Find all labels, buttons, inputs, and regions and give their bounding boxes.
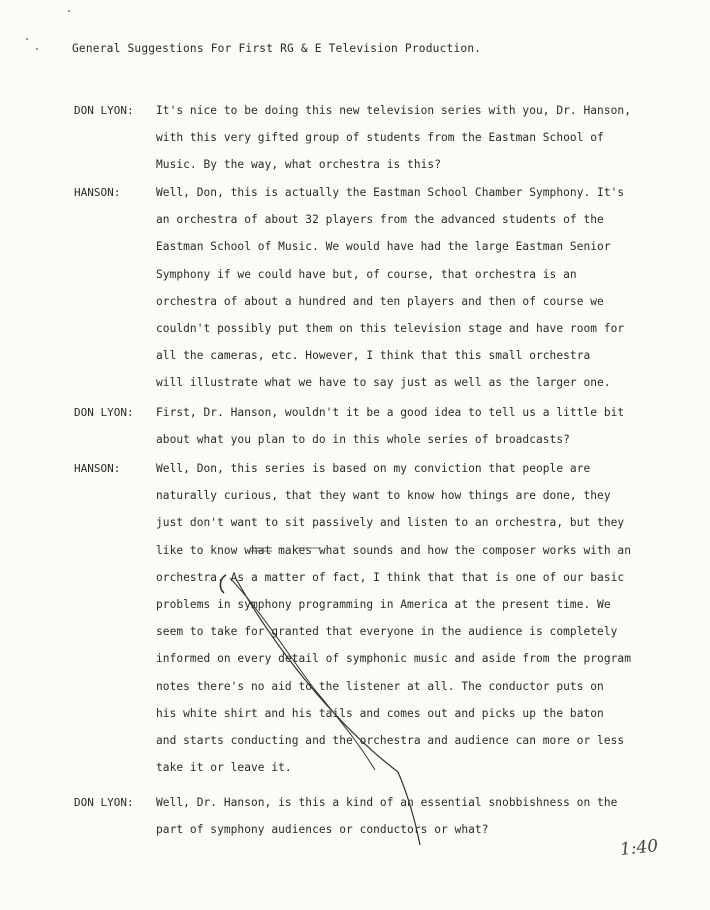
dialogue-line: an orchestra of about 32 players from the advanced students of the <box>156 213 604 227</box>
dialogue-line: informed on every detail of symphonic music and aside from the program <box>156 652 631 666</box>
dialogue-line: orchestra of about a hundred and ten players and then of course we <box>156 294 604 308</box>
dialogue-line: naturally curious, that they want to know how things are done, they <box>156 489 611 503</box>
dialogue-line: about what you plan to do in this whole series of broadcasts? <box>156 433 570 447</box>
dialogue-line: Well, Don, this is actually the Eastman School Chamber Symphony. It's <box>156 186 625 199</box>
speaker-label: HANSON: <box>74 462 121 475</box>
dialogue-line: orchestra. As a matter of fact, I think that that is one of our basic <box>156 570 625 584</box>
dialogue-line: all the cameras, etc. However, I think that this small orchestra <box>156 349 591 363</box>
speck <box>68 10 70 12</box>
dialogue-line: like to know what makes what sounds and how the composer works with an <box>156 543 631 557</box>
document-title: General Suggestions For First RG & E Television Production. <box>72 42 482 55</box>
dialogue-line: will illustrate what we have to say just as well as the larger one. <box>156 376 611 390</box>
dialogue-line: take it or leave it. <box>156 761 292 775</box>
dialogue-line: his white shirt and his tails and comes out and picks up the baton <box>156 706 604 720</box>
dialogue-line: and starts conducting and the orchestra and audience can more or less <box>156 734 625 747</box>
speck <box>26 38 28 40</box>
dialogue-line: Well, Dr. Hanson, is this a kind of an essential snobbishness on the <box>156 796 618 809</box>
dialogue-line: notes there's no aid to the listener at all. The conductor puts on <box>156 679 604 693</box>
dialogue-line: seem to take for granted that everyone in the audience is completely <box>156 625 618 639</box>
dialogue-line: Music. By the way, what orchestra is this? <box>156 158 441 172</box>
dialogue-line: First, Dr. Hanson, wouldn't it be a good idea to tell us a little bit <box>156 406 625 419</box>
speaker-label: DON LYON: <box>74 104 134 117</box>
dialogue-line: Eastman School of Music. We would have had the large Eastman Senior <box>156 240 611 254</box>
dialogue-line: Symphony if we could have but, of course, that orchestra is an <box>156 267 577 281</box>
dialogue-line: couldn't possibly put them on this television stage and have room for <box>156 322 625 335</box>
dialogue-line: part of symphony audiences or conductors or what? <box>156 823 489 837</box>
speaker-label: DON LYON: <box>74 406 134 419</box>
speaker-label: DON LYON: <box>74 796 134 809</box>
dialogue-line: Well, Don, this series is based on my conviction that people are <box>156 462 591 475</box>
speaker-label: HANSON: <box>74 186 121 199</box>
dialogue-line: It's nice to be doing this new television series with you, Dr. Hanson, <box>156 104 631 117</box>
dialogue-line: problems in symphony programming in America at the present time. We <box>156 598 611 611</box>
speck <box>36 48 38 50</box>
dialogue-line: with this very gifted group of students from the Eastman School of <box>156 131 604 145</box>
dialogue-line: just don't want to sit passively and listen to an orchestra, but they <box>156 516 625 530</box>
page-timing-mark: 1:40 <box>619 836 660 860</box>
